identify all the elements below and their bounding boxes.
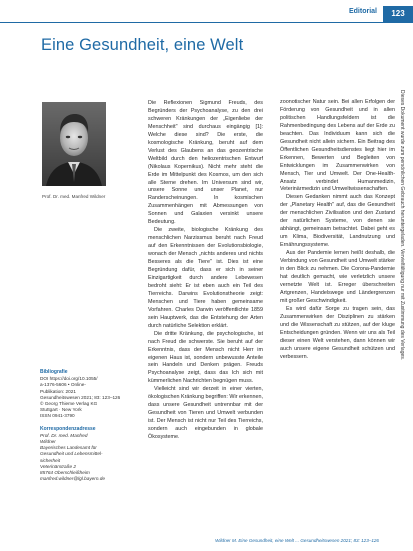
correspondence-heading: Korrespondenzadresse [40,425,96,432]
correspondence-line: Bayerisches Landesamt für [40,445,97,451]
bibliography-block [40,376,120,419]
copyright-vertical-note: Dieses Dokument wurde zum persönlichen Gebrauch heruntergeladen. Vervielfältigung nur mit Zustimmung des Verlages. [399,90,405,361]
bibliography-line: Gesundheitswesen 2021; 83: 123–126 [40,394,121,400]
body-paragraph: Vielleicht sind wir derzeit in einer vierten, ökologischen Kränkung begriffen: Wir erkennen, dass unsere Gesundheit untrennbar mit der Gesundheit von Tieren und Umwelt verbunden ist. Der Mensch ist nicht nur Teil des Tierreichs, sondern auch eingebunden in globale Ökosysteme. [148,386,263,441]
bibliography-line: © Georg Thieme Verlag KG [40,401,98,407]
bibliography-line: Stuttgart · New York [40,407,82,413]
correspondence-line: 85764 Oberschleißheim [40,470,90,476]
bibliography-line: ISSN 0941-3790 [40,413,75,419]
body-paragraph: Die dritte Kränkung, die psychologische, ist nach Freud die schwerste. Sie beruht auf der Erkenntnis, dass der Mensch nicht Herr im eigenen Haus ist, sondern unbewusste Anteile sein Handeln und Denken prägen. Freuds Psychoanalyse zeigt, dass das Ich sich mit kümmerlichen Nachrichten begnügen muss. [148,330,263,385]
correspondence-line: Gesundheit und Lebensmittel- [40,451,103,457]
correspondence-line: Wildner [40,439,56,445]
article-title: Eine Gesundheit, eine Welt [41,36,244,54]
correspondence-block [40,433,120,483]
body-column-right [280,99,395,361]
header-divider [0,22,413,23]
body-paragraph: Es wird dafür Sorge zu tragen sein, das Zusammenwirken der Disziplinen zu stärken und die Wissenschaft zu stützen, auf der kluge Entscheidungen gründen. Wenn wir uns als Teil dieser einen Welt verstehen, dann können wir auch unsere eigene Gesundheit schützen und verbessern. [280,305,395,360]
correspondence-line: Prof. Dr. med. Manfred [40,432,88,438]
bibliography-line: a-1376-5606 • Online- [40,382,86,388]
article-info-sidebar [40,369,120,482]
section-label: Editorial [348,8,377,15]
portrait-image [42,102,106,186]
page-header [0,6,413,22]
bibliography-line: DOI https://doi.org/10.1055/ [40,376,98,382]
body-paragraph: Diesen Gedanken nimmt auch das Konzept der „Planetary Health" auf, das die Gesundheit der menschlichen Zivilisation und den Zustand der natürlichen Systeme, von denen sie abhängt, gemeinsam betrachtet. Dabei geht es um Klima, Biodiversität, Landnutzung und Ernährungssysteme. [280,194,395,249]
body-paragraph: Die zweite, biologische Kränkung des menschlichen Narzissmus beruht nach Freud auf den Erkenntnissen der Evolutionsbiologie, wonach der Mensch „nichts anderes und nichts Besseres als die Tiere" ist. Dies ist eine Begründung dafür, dass er sich in seiner Einzigartigkeit durch andere Lebewesen bedroht sieht: Er ist eben auch ein Teil des Tierreichs. Darwins Evolutionstheorie zeigt: Menschen und Tiere haben gemeinsame Vorfahren. Charles Darwin veröffentlichte 1859 sein Hauptwerk, das die Entstehung der Arten durch natürliche Selektion erklärt. [148,227,263,329]
body-paragraph: zoonotischer Natur sein. Bei allen Erfolgen der Förderung von Gesundheit und in allen politischen Handlungsfeldern ist die Rahmenbedingung des Lebens auf der Erde zu beachten. Das Individuum kann sich die Gesundheit nicht allein sichern. Ein Beitrag des Öffentlichen Gesundheitsdienstes liegt hier im Erkennen, Bewerten und Begleiten von Entwicklungen im Zusammenwirken von Mensch, Tier und Umwelt. Der One-Health-Ansatz verbindet Humanmedizin, Veterinärmedizin und Umweltwissenschaften. [280,99,395,193]
author-photo [42,102,106,186]
body-paragraph: Die Reflexionen Sigmund Freuds, des Begründers der Psychoanalyse, zu den drei schweren Kränkungen der „Eigenliebe der Menschheit" sind durchaus eingängig [1]: Welche diese sind? Die erste, die kosmologische Kränkung, beruht auf dem Verlust des Glaubens an das geozentrische Weltbild durch den heliozentrischen Entwurf (Nikolaus Kopernikus). Nicht mehr steht die Erde im Mittelpunkt des Kosmos, um den sich alle Sterne drehen. Im Universum sind wir, unsere Sonne und unser Planet, nur Randerscheinungen. In kosmischen Zusammenhängen mit Abmessungen von Sonnen und Galaxien versinkt unsere Bedeutung. [148,100,263,226]
body-column-left [148,100,263,442]
page-number-badge: 123 [383,6,413,22]
correspondence-line: Veterinärstraße 2 [40,463,77,469]
bibliography-line: Publikation: 2021 [40,388,76,394]
body-paragraph: Aus der Pandemie lernen heißt deshalb, die Verbindung von Gesundheit und Umwelt stärker in den Blick zu nehmen. Die Corona-Pandemie hat deutlich gemacht, wie verletzlich unsere vernetzte Welt ist. Erreger überschreiten Artgrenzen, Handelswege und Ländergrenzen mit großer Geschwindigkeit. [280,250,395,304]
bibliography-heading: Bibliografie [40,369,68,375]
correspondence-line: sicherheit [40,457,61,463]
email-link[interactable]: manfred.wildner@lgl.bayern.de [40,476,105,482]
photo-caption: Prof. Dr. med. Manfred Wildner [42,194,106,199]
page-footer-citation: Wildner M. Eine Gesundheit, eine Welt ... Gesundheitswesen 2021; 83: 123–126 [215,538,379,543]
